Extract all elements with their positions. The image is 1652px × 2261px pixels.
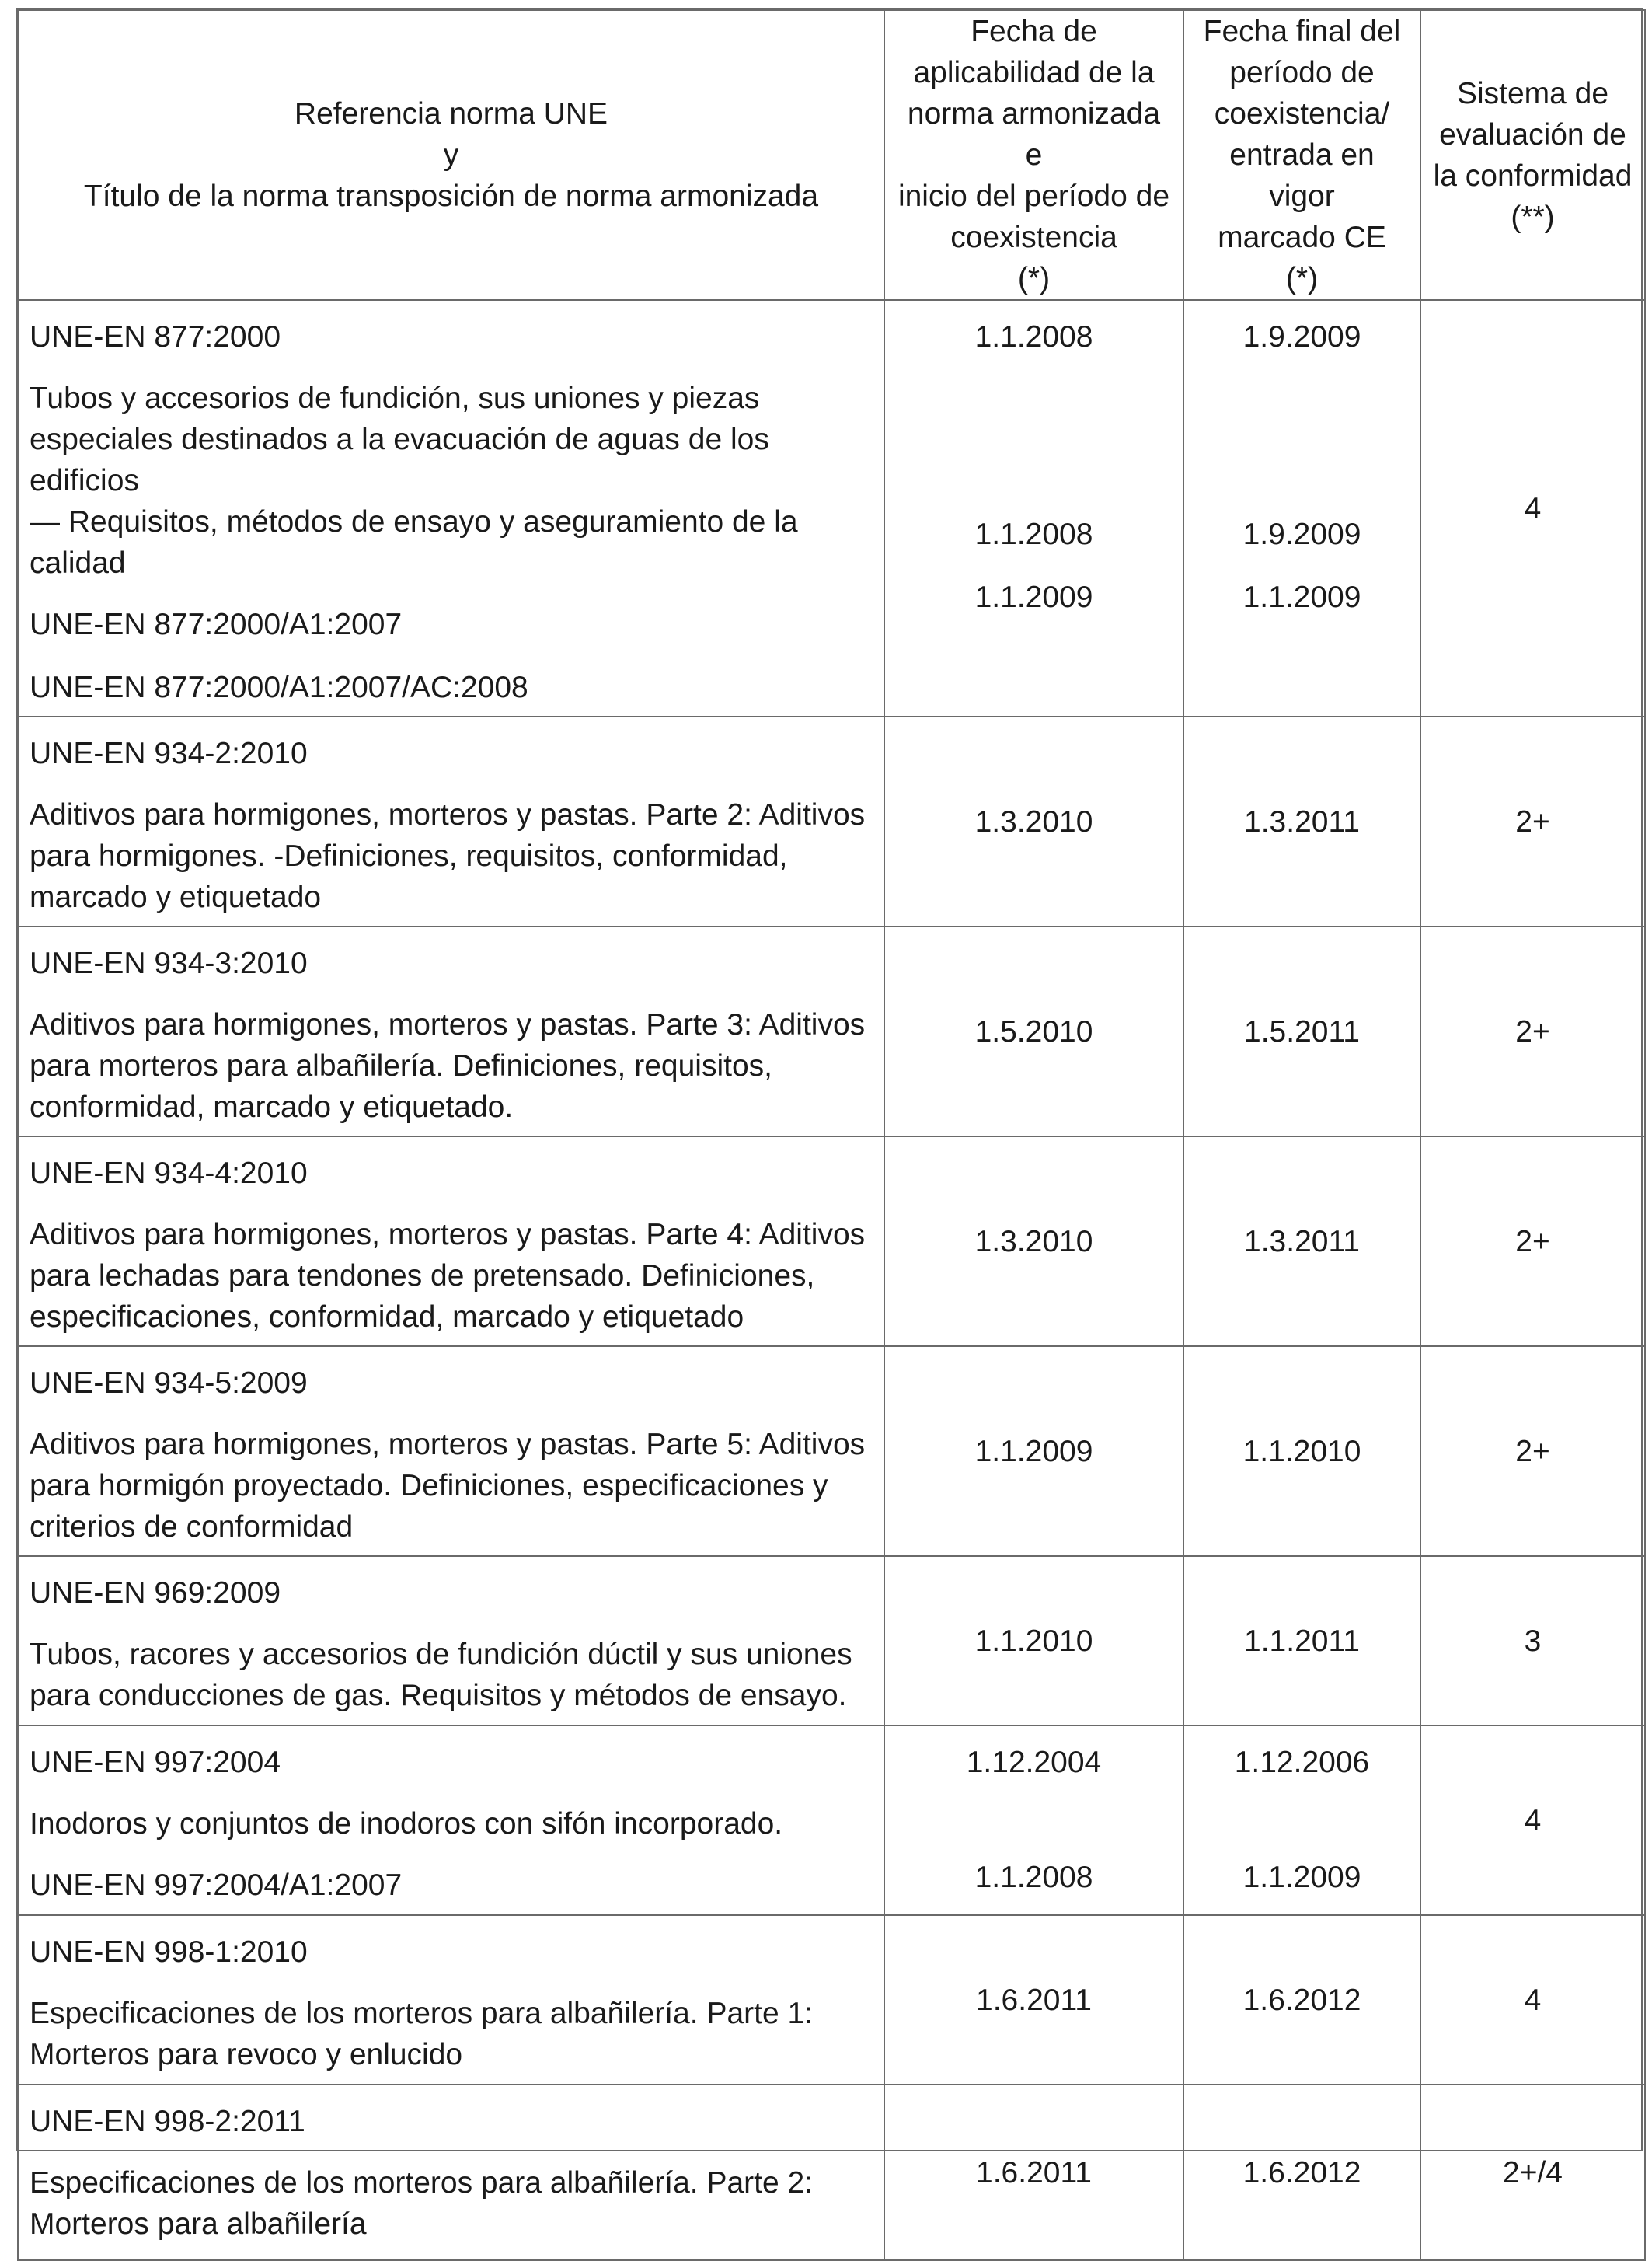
coexistence-end-date-cell <box>1183 1346 1420 1556</box>
title-line: conformidad, marcado y etiquetado. <box>30 1090 514 1124</box>
standard-code: UNE-EN 934-4:2010 <box>30 1157 308 1190</box>
reference-cell <box>18 300 884 717</box>
header-line: evaluación de <box>1439 117 1626 152</box>
amendment-code: UNE-EN 877:2000/A1:2007/AC:2008 <box>30 671 528 704</box>
date-value: 1.1.2009 <box>974 581 1093 614</box>
header-line: norma armonizada e <box>907 97 1161 172</box>
standards-table-sheet <box>16 8 1643 2241</box>
date-value: 1.3.2010 <box>974 1224 1093 1258</box>
system-value: 4 <box>1524 491 1542 525</box>
header-line: y <box>443 138 459 172</box>
coexistence-end-date-cell <box>1183 1725 1420 1915</box>
title-line: Aditivos para hormigones, morteros y pastas. Parte 4: Aditivos <box>30 1218 866 1251</box>
coexistence-end-date-cell <box>1183 717 1420 926</box>
header-line: entrada en vigor <box>1229 138 1375 213</box>
coexistence-end-date-cell <box>1183 1136 1420 1346</box>
title-line: Morteros para revoco y enlucido <box>30 2038 463 2071</box>
date-value: 1.6.2011 <box>976 2155 1092 2189</box>
date-value: 1.9.2009 <box>1242 320 1361 354</box>
title-line: para hormigón proyectado. Definiciones, especificaciones y <box>30 1469 828 1502</box>
header-line: (*) <box>1285 262 1319 295</box>
amendment-code: UNE-EN 877:2000/A1:2007 <box>30 608 403 641</box>
table-row <box>18 1915 1645 2085</box>
applicability-date-cell <box>884 1915 1183 2085</box>
title-line: Aditivos para hormigones, morteros y pastas. Parte 5: Aditivos <box>30 1428 866 1461</box>
date-value: 1.6.2012 <box>1242 2155 1361 2189</box>
table-row <box>18 300 1645 717</box>
standard-title <box>30 378 871 584</box>
coexistence-end-date-cell <box>1183 2085 1420 2260</box>
amendment-code: UNE-EN 997:2004/A1:2007 <box>30 1868 403 1902</box>
conformity-system-cell <box>1420 1915 1645 2085</box>
title-line: marcado y etiquetado <box>30 881 322 914</box>
reference-cell <box>18 926 884 1136</box>
reference-cell <box>18 1556 884 1725</box>
table-header-row <box>18 10 1645 300</box>
system-value: 2+ <box>1515 1014 1550 1049</box>
system-value: 4 <box>1524 1803 1542 1837</box>
title-line: Aditivos para hormigones, morteros y pastas. Parte 3: Aditivos <box>30 1008 866 1042</box>
standard-code: UNE-EN 934-5:2009 <box>30 1366 308 1400</box>
title-line: para conducciones de gas. Requisitos y métodos de ensayo. <box>30 1679 847 1712</box>
system-value: 4 <box>1524 1983 1542 2017</box>
header-line: (**) <box>1511 200 1555 234</box>
applicability-date-cell <box>884 717 1183 926</box>
standard-code: UNE-EN 969:2009 <box>30 1576 281 1610</box>
date-value: 1.5.2011 <box>1244 1014 1360 1049</box>
title-line: especificaciones, conformidad, marcado y etiquetado <box>30 1300 744 1334</box>
table-row <box>18 926 1645 1136</box>
title-line: Inodoros y conjuntos de inodoros con sifón incorporado. <box>30 1807 783 1841</box>
title-line: criterios de conformidad <box>30 1510 354 1544</box>
reference-cell <box>18 2085 884 2260</box>
standard-code: UNE-EN 934-3:2010 <box>30 947 308 980</box>
system-value: 2+ <box>1515 1224 1550 1258</box>
coexistence-end-date-cell <box>1183 1915 1420 2085</box>
applicability-date-cell <box>884 1725 1183 1915</box>
date-value: 1.1.2008 <box>974 320 1093 354</box>
conformity-system-cell <box>1420 2085 1645 2260</box>
table-row <box>18 1136 1645 1346</box>
standard-title <box>30 1004 871 1128</box>
coexistence-end-date-cell <box>1183 1556 1420 1725</box>
header-line: período de <box>1229 56 1375 89</box>
standard-code: UNE-EN 998-1:2010 <box>30 1935 308 1969</box>
table-row <box>18 2085 1645 2260</box>
standard-title <box>30 1634 871 1716</box>
conformity-system-cell <box>1420 926 1645 1136</box>
date-value: 1.3.2010 <box>974 804 1093 839</box>
date-value: 1.1.2008 <box>974 518 1093 551</box>
title-line: — Requisitos, métodos de ensayo y aseguramiento de la calidad <box>30 505 798 580</box>
system-value: 2+ <box>1515 804 1550 839</box>
title-line: Aditivos para hormigones, morteros y pastas. Parte 2: Aditivos <box>30 798 866 832</box>
applicability-date-cell <box>884 926 1183 1136</box>
standard-title <box>30 794 871 918</box>
conformity-system-cell <box>1420 1346 1645 1556</box>
date-value: 1.1.2011 <box>1244 1624 1360 1658</box>
header-line: Referencia norma UNE <box>294 97 608 131</box>
conformity-system-cell <box>1420 717 1645 926</box>
applicability-date-cell <box>884 1346 1183 1556</box>
coexistence-end-date-cell <box>1183 926 1420 1136</box>
standard-title <box>30 1993 871 2075</box>
reference-cell <box>18 1346 884 1556</box>
reference-cell <box>18 1136 884 1346</box>
title-line: Especificaciones de los morteros para albañilería. Parte 1: <box>30 1997 814 2030</box>
reference-cell <box>18 1915 884 2085</box>
title-line: especiales destinados a la evacuación de aguas de los edificios <box>30 423 769 497</box>
reference-cell <box>18 717 884 926</box>
header-line: aplicabilidad de la <box>913 56 1155 89</box>
standard-code: UNE-EN 877:2000 <box>30 320 281 354</box>
applicability-date-cell <box>884 1136 1183 1346</box>
header-conformity-system <box>1420 10 1645 300</box>
date-value: 1.1.2009 <box>974 1434 1093 1468</box>
system-value: 2+ <box>1515 1434 1550 1468</box>
header-line: Título de la norma transposición de norma armonizada <box>83 180 819 213</box>
title-line: para hormigones. -Definiciones, requisitos, conformidad, <box>30 839 788 873</box>
table-row <box>18 1725 1645 1915</box>
header-reference-title <box>18 10 884 300</box>
header-line: la conformidad <box>1433 159 1633 193</box>
header-coexistence-end-date <box>1183 10 1420 300</box>
standard-title <box>30 1803 871 1844</box>
header-line: Sistema de <box>1456 76 1609 110</box>
coexistence-end-date-cell <box>1183 300 1420 717</box>
system-value: 3 <box>1524 1624 1542 1658</box>
conformity-system-cell <box>1420 1136 1645 1346</box>
date-value: 1.3.2011 <box>1244 804 1360 839</box>
standard-title <box>30 1214 871 1338</box>
date-value: 1.6.2012 <box>1242 1983 1361 2017</box>
date-value: 1.1.2009 <box>1242 1861 1361 1894</box>
header-line: (*) <box>1017 262 1051 295</box>
header-line: coexistencia <box>950 221 1117 254</box>
standard-code: UNE-EN 997:2004 <box>30 1746 281 1779</box>
title-line: para morteros para albañilería. Definiciones, requisitos, <box>30 1049 772 1083</box>
applicability-date-cell <box>884 1556 1183 1725</box>
table-row <box>18 1556 1645 1725</box>
date-value: 1.12.2006 <box>1234 1746 1370 1779</box>
date-value: 1.3.2011 <box>1244 1224 1360 1258</box>
date-value: 1.9.2009 <box>1242 518 1361 551</box>
date-value: 1.1.2010 <box>1242 1434 1361 1468</box>
standard-title <box>30 1424 871 1547</box>
header-line: Fecha final del <box>1203 15 1401 48</box>
date-value: 1.5.2010 <box>974 1014 1093 1049</box>
header-line: coexistencia/ <box>1214 97 1390 131</box>
title-line: Morteros para albañilería <box>30 2207 367 2241</box>
conformity-system-cell <box>1420 300 1645 717</box>
title-line: para lechadas para tendones de pretensado. Definiciones, <box>30 1259 815 1293</box>
conformity-system-cell <box>1420 1556 1645 1725</box>
date-value: 1.1.2010 <box>974 1624 1093 1658</box>
header-line: Fecha de <box>971 15 1097 48</box>
standards-table <box>17 9 1646 2261</box>
date-value: 1.6.2011 <box>976 1983 1092 2017</box>
date-value: 1.1.2009 <box>1242 581 1361 614</box>
applicability-date-cell <box>884 300 1183 717</box>
table-row <box>18 717 1645 926</box>
title-line: Especificaciones de los morteros para albañilería. Parte 2: <box>30 2166 814 2200</box>
table-row <box>18 1346 1645 1556</box>
header-applicability-date <box>884 10 1183 300</box>
standard-code: UNE-EN 998-2:2011 <box>30 2105 305 2138</box>
title-line: Tubos, racores y accesorios de fundición dúctil y sus uniones <box>30 1638 852 1671</box>
conformity-system-cell <box>1420 1725 1645 1915</box>
date-value: 1.1.2008 <box>974 1861 1093 1894</box>
header-line: marcado CE <box>1218 221 1386 254</box>
header-line: inicio del período de <box>897 180 1170 213</box>
standard-title <box>30 2162 871 2245</box>
reference-cell <box>18 1725 884 1915</box>
system-value: 2+/4 <box>1503 2155 1563 2189</box>
title-line: Tubos y accesorios de fundición, sus uniones y piezas <box>30 382 760 415</box>
date-value: 1.12.2004 <box>966 1746 1102 1779</box>
standard-code: UNE-EN 934-2:2010 <box>30 737 308 770</box>
applicability-date-cell <box>884 2085 1183 2260</box>
